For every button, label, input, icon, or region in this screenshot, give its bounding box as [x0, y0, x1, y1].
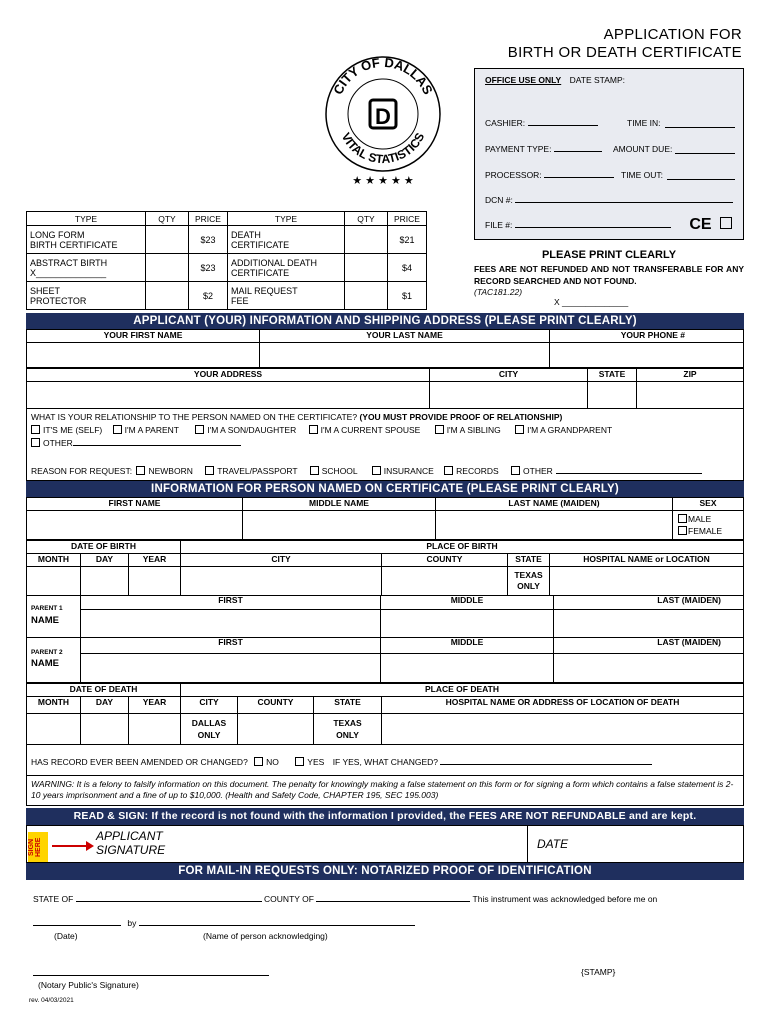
svg-text:CITY OF DALLAS — [330, 55, 436, 97]
person-section-band: INFORMATION FOR PERSON NAMED ON CERTIFICATE (PLEASE PRINT CLEARLY) — [26, 481, 744, 497]
first-name-header: YOUR FIRST NAME — [26, 329, 260, 343]
reason-other[interactable]: OTHER — [511, 466, 702, 476]
amount-due-field[interactable] — [675, 153, 735, 154]
applicant-signature-field[interactable] — [172, 825, 526, 863]
person-last-name-input[interactable] — [435, 510, 673, 540]
parent2-middle-input[interactable] — [380, 653, 554, 683]
fee-price: $2 — [189, 282, 228, 310]
sex-male-checkbox[interactable]: MALE — [678, 514, 743, 524]
phone-header: YOUR PHONE # — [549, 329, 744, 343]
applicant-section-band: APPLICANT (YOUR) INFORMATION AND SHIPPING ADDRESS (PLEASE PRINT CLEARLY) — [26, 313, 744, 329]
reason-records[interactable]: RECORDS — [444, 466, 499, 476]
notary-county-field[interactable] — [316, 901, 470, 902]
death-county-input[interactable] — [237, 713, 314, 745]
death-hospital-input[interactable] — [381, 713, 744, 745]
phone-input[interactable] — [549, 342, 744, 368]
parent2-first-header: FIRST — [80, 637, 381, 653]
parent1-last-header: LAST (MAIDEN) — [553, 595, 744, 609]
amended-yes-checkbox[interactable]: YES — [295, 757, 324, 767]
notary-stamp-label: {STAMP} — [581, 967, 616, 977]
time-in-field[interactable] — [665, 127, 735, 128]
death-day-input[interactable] — [80, 713, 129, 745]
notary-signature-field[interactable] — [33, 975, 269, 976]
birth-state-texas-only: TEXAS ONLY — [507, 566, 550, 596]
birth-county-input[interactable] — [381, 566, 508, 596]
payment-type-label: PAYMENT TYPE: — [485, 144, 552, 154]
sex-female-checkbox[interactable]: FEMALE — [678, 526, 743, 536]
death-state-texas-only: TEXAS ONLY — [313, 713, 382, 745]
birth-day-header: DAY — [80, 553, 129, 567]
fee-qty-input[interactable] — [345, 254, 388, 282]
parent1-first-header: FIRST — [80, 595, 381, 609]
pob-header: PLACE OF BIRTH — [180, 540, 744, 554]
print-clearly-heading: PLEASE PRINT CLEARLY — [541, 249, 677, 261]
signature-date-label: DATE — [537, 837, 569, 851]
signature-divider — [527, 825, 528, 863]
warning-text: WARNING: It is a felony to falsify information on this document. The penalty for knowingly making a false statement on this form or for signing a form which contains a false statement is 2-10 years imprisonment and a fine of up to $10,000. (Health and Safety Code, CHAPTER 195, SEC 195.003) — [31, 779, 734, 800]
birth-state-header: STATE — [507, 553, 550, 567]
print-clearly-notice — [474, 249, 744, 307]
fee-type-sheet-protector: SHEET PROTECTOR — [27, 282, 146, 310]
notary-date-field[interactable] — [33, 925, 121, 926]
seal-letter: D — [375, 104, 391, 129]
office-use-heading: OFFICE USE ONLY — [485, 75, 562, 85]
svg-text:★ ★ ★ ★ ★: ★ ★ ★ ★ ★ — [352, 175, 414, 187]
death-city-header: CITY — [180, 696, 238, 714]
fee-header-type: TYPE — [228, 212, 345, 226]
tac-reference: (TAC181.22) — [474, 287, 523, 297]
rel-son-daughter[interactable]: I'M A SON/DAUGHTER — [195, 425, 296, 435]
sex-header: SEX — [672, 497, 744, 511]
time-in-label: TIME IN: — [627, 118, 661, 128]
dod-header: DATE OF DEATH — [26, 683, 181, 697]
parent2-last-input[interactable] — [553, 653, 744, 683]
birth-hospital-header: HOSPITAL NAME or LOCATION — [549, 553, 744, 567]
rel-other[interactable]: OTHER — [31, 438, 241, 448]
seal-bottom-text: VITAL STATISTICS — [338, 130, 428, 167]
rel-parent[interactable]: I'M A PARENT — [113, 425, 179, 435]
svg-text:VITAL STATISTICS — [339, 130, 428, 166]
fee-header-type: TYPE — [27, 212, 146, 226]
file-label: FILE #: — [485, 220, 513, 230]
death-year-header: YEAR — [128, 696, 181, 714]
notary-signature-caption: (Notary Public's Signature) — [38, 980, 139, 990]
processor-label: PROCESSOR: — [485, 170, 542, 180]
birth-county-header: COUNTY — [381, 553, 508, 567]
arrow-right-icon — [52, 840, 94, 852]
amended-no-checkbox[interactable]: NO — [254, 757, 279, 767]
fee-type-mail-request: MAIL REQUEST FEE — [228, 282, 345, 310]
parent1-name-label: NAME — [31, 615, 59, 626]
city-input[interactable] — [429, 381, 588, 409]
fees-notice: FEES ARE NOT REFUNDED AND NOT TRANSFERABLE FOR ANY RECORD SEARCHED AND NOT FOUND. — [474, 264, 744, 286]
reason-school[interactable]: SCHOOL — [310, 466, 358, 476]
date-stamp-label: DATE STAMP: — [569, 75, 625, 85]
payment-type-field[interactable] — [554, 151, 602, 152]
sign-here-sticker: SIGN HERE — [28, 832, 48, 862]
fee-header-price: PRICE — [388, 212, 427, 226]
death-month-input[interactable] — [26, 713, 81, 745]
notary-date-caption: (Date) — [54, 931, 78, 941]
fee-type-death: DEATH CERTIFICATE — [228, 226, 345, 254]
parent1-first-input[interactable] — [80, 609, 381, 638]
ce-label: CE — [689, 216, 712, 233]
fee-type-long-form: LONG FORM BIRTH CERTIFICATE — [27, 226, 146, 254]
form-title: APPLICATION FOR BIRTH OR DEATH CERTIFICATE — [507, 26, 742, 61]
fee-type-additional-death: ADDITIONAL DEATH CERTIFICATE — [228, 254, 345, 282]
death-city-dallas-only: DALLAS ONLY — [180, 713, 238, 745]
revision-date: rev. 04/03/2021 — [29, 997, 74, 1004]
parent2-last-header: LAST (MAIDEN) — [553, 637, 744, 653]
amount-due-label: AMOUNT DUE: — [613, 144, 673, 154]
fee-qty-input[interactable] — [146, 226, 189, 254]
notary-person-caption: (Name of person acknowledging) — [203, 931, 328, 941]
person-middle-name-header: MIDDLE NAME — [242, 497, 436, 511]
time-out-label: TIME OUT: — [621, 170, 664, 180]
fee-price: $1 — [388, 282, 427, 310]
relationship-question: WHAT IS YOUR RELATIONSHIP TO THE PERSON NAMED ON THE CERTIFICATE? (YOU MUST PROVIDE PROOF OF RELATIONSHIP) — [31, 412, 563, 422]
fee-price: $4 — [388, 254, 427, 282]
parent2-middle-header: MIDDLE — [380, 637, 554, 653]
person-middle-name-input[interactable] — [242, 510, 436, 540]
birth-day-input[interactable] — [80, 566, 129, 596]
fee-table — [26, 211, 427, 310]
notary-band: FOR MAIL-IN REQUESTS ONLY: NOTARIZED PROOF OF IDENTIFICATION — [26, 863, 744, 880]
city-header: CITY — [429, 368, 588, 382]
first-name-input[interactable] — [26, 342, 260, 368]
zip-input[interactable] — [636, 381, 744, 409]
fee-price: $21 — [388, 226, 427, 254]
birth-city-header: CITY — [180, 553, 382, 567]
notary-line-2: by — [33, 918, 415, 928]
death-month-header: MONTH — [26, 696, 81, 714]
reason-newborn[interactable]: NEWBORN — [136, 466, 192, 476]
relationship-options — [31, 425, 612, 435]
parent1-last-input[interactable] — [553, 609, 744, 638]
reason-travel[interactable]: TRAVEL/PASSPORT — [205, 466, 297, 476]
applicant-signature-label: APPLICANT SIGNATURE — [96, 829, 166, 857]
last-name-header: YOUR LAST NAME — [259, 329, 550, 343]
parent1-label: PARENT 1 — [31, 605, 63, 612]
city-seal-logo — [324, 52, 442, 192]
cashier-field[interactable] — [528, 125, 598, 126]
reason-for-request: REASON FOR REQUEST: NEWBORN TRAVEL/PASSPORT SCHOOL INSURANCE RECORDS OTHER — [31, 466, 702, 476]
state-input[interactable] — [587, 381, 637, 409]
state-header: STATE — [587, 368, 637, 382]
reason-insurance[interactable]: INSURANCE — [372, 466, 434, 476]
what-changed-field[interactable] — [440, 764, 652, 765]
ce-checkbox-group[interactable] — [689, 216, 735, 234]
birth-hospital-input[interactable] — [549, 566, 744, 596]
parent1-middle-input[interactable] — [380, 609, 554, 638]
death-year-input[interactable] — [128, 713, 181, 745]
dob-header: DATE OF BIRTH — [26, 540, 181, 554]
cashier-label: CASHIER: — [485, 118, 526, 128]
fee-qty-input[interactable] — [345, 282, 388, 310]
dcn-field[interactable] — [515, 202, 733, 203]
office-use-box — [474, 68, 744, 240]
dcn-label: DCN #: — [485, 195, 513, 205]
fee-header-qty: QTY — [146, 212, 189, 226]
fee-header-price: PRICE — [189, 212, 228, 226]
time-out-field[interactable] — [667, 179, 735, 180]
parent2-label: PARENT 2 — [31, 649, 63, 656]
last-name-input[interactable] — [259, 342, 550, 368]
rel-self[interactable]: IT'S ME (SELF) — [31, 425, 102, 435]
person-last-name-header: LAST NAME (MAIDEN) — [435, 497, 673, 511]
initial-line[interactable]: X ______________ — [554, 297, 629, 307]
death-county-header: COUNTY — [237, 696, 314, 714]
processor-field[interactable] — [544, 177, 614, 178]
fee-qty-input[interactable] — [146, 282, 189, 310]
parent1-middle-header: MIDDLE — [380, 595, 554, 609]
death-day-header: DAY — [80, 696, 129, 714]
ce-checkbox[interactable] — [720, 217, 732, 229]
birth-month-input[interactable] — [26, 566, 81, 596]
file-field[interactable] — [515, 227, 671, 228]
amended-question-row: HAS RECORD EVER BEEN AMENDED OR CHANGED? NO YES IF YES, WHAT CHANGED? — [31, 757, 652, 767]
person-first-name-input[interactable] — [26, 510, 243, 540]
death-hospital-header: HOSPITAL NAME OR ADDRESS OF LOCATION OF DEATH — [381, 696, 744, 714]
notary-state-field[interactable] — [76, 901, 262, 902]
pod-header: PLACE OF DEATH — [180, 683, 744, 697]
notary-line-1: STATE OF COUNTY OF This instrument was acknowledged before me on — [33, 894, 658, 904]
death-state-header: STATE — [313, 696, 382, 714]
birth-city-input[interactable] — [180, 566, 382, 596]
rel-sibling[interactable]: I'M A SIBLING — [435, 425, 501, 435]
fee-qty-input[interactable] — [345, 226, 388, 254]
birth-year-header: YEAR — [128, 553, 181, 567]
rel-spouse[interactable]: I'M A CURRENT SPOUSE — [309, 425, 421, 435]
fee-qty-input[interactable] — [146, 254, 189, 282]
seal-top-text: CITY OF DALLAS — [330, 54, 436, 97]
fee-price: $23 — [189, 254, 228, 282]
rel-grandparent[interactable]: I'M A GRANDPARENT — [515, 425, 612, 435]
zip-header: ZIP — [636, 368, 744, 382]
parent2-name-label: NAME — [31, 658, 59, 669]
fee-header-qty: QTY — [345, 212, 388, 226]
notary-name-field[interactable] — [139, 925, 415, 926]
birth-year-input[interactable] — [128, 566, 181, 596]
person-first-name-header: FIRST NAME — [26, 497, 243, 511]
fee-type-abstract: ABSTRACT BIRTH X______________ — [27, 254, 146, 282]
fee-price: $23 — [189, 226, 228, 254]
address-header: YOUR ADDRESS — [26, 368, 430, 382]
signature-date-field[interactable] — [570, 825, 742, 863]
birth-month-header: MONTH — [26, 553, 81, 567]
parent2-first-input[interactable] — [80, 653, 381, 683]
address-input[interactable] — [26, 381, 430, 409]
read-sign-band: READ & SIGN: If the record is not found with the information I provided, the FEES ARE NOT REFUNDABLE and are kept. — [26, 808, 744, 825]
sex-options — [672, 510, 744, 540]
